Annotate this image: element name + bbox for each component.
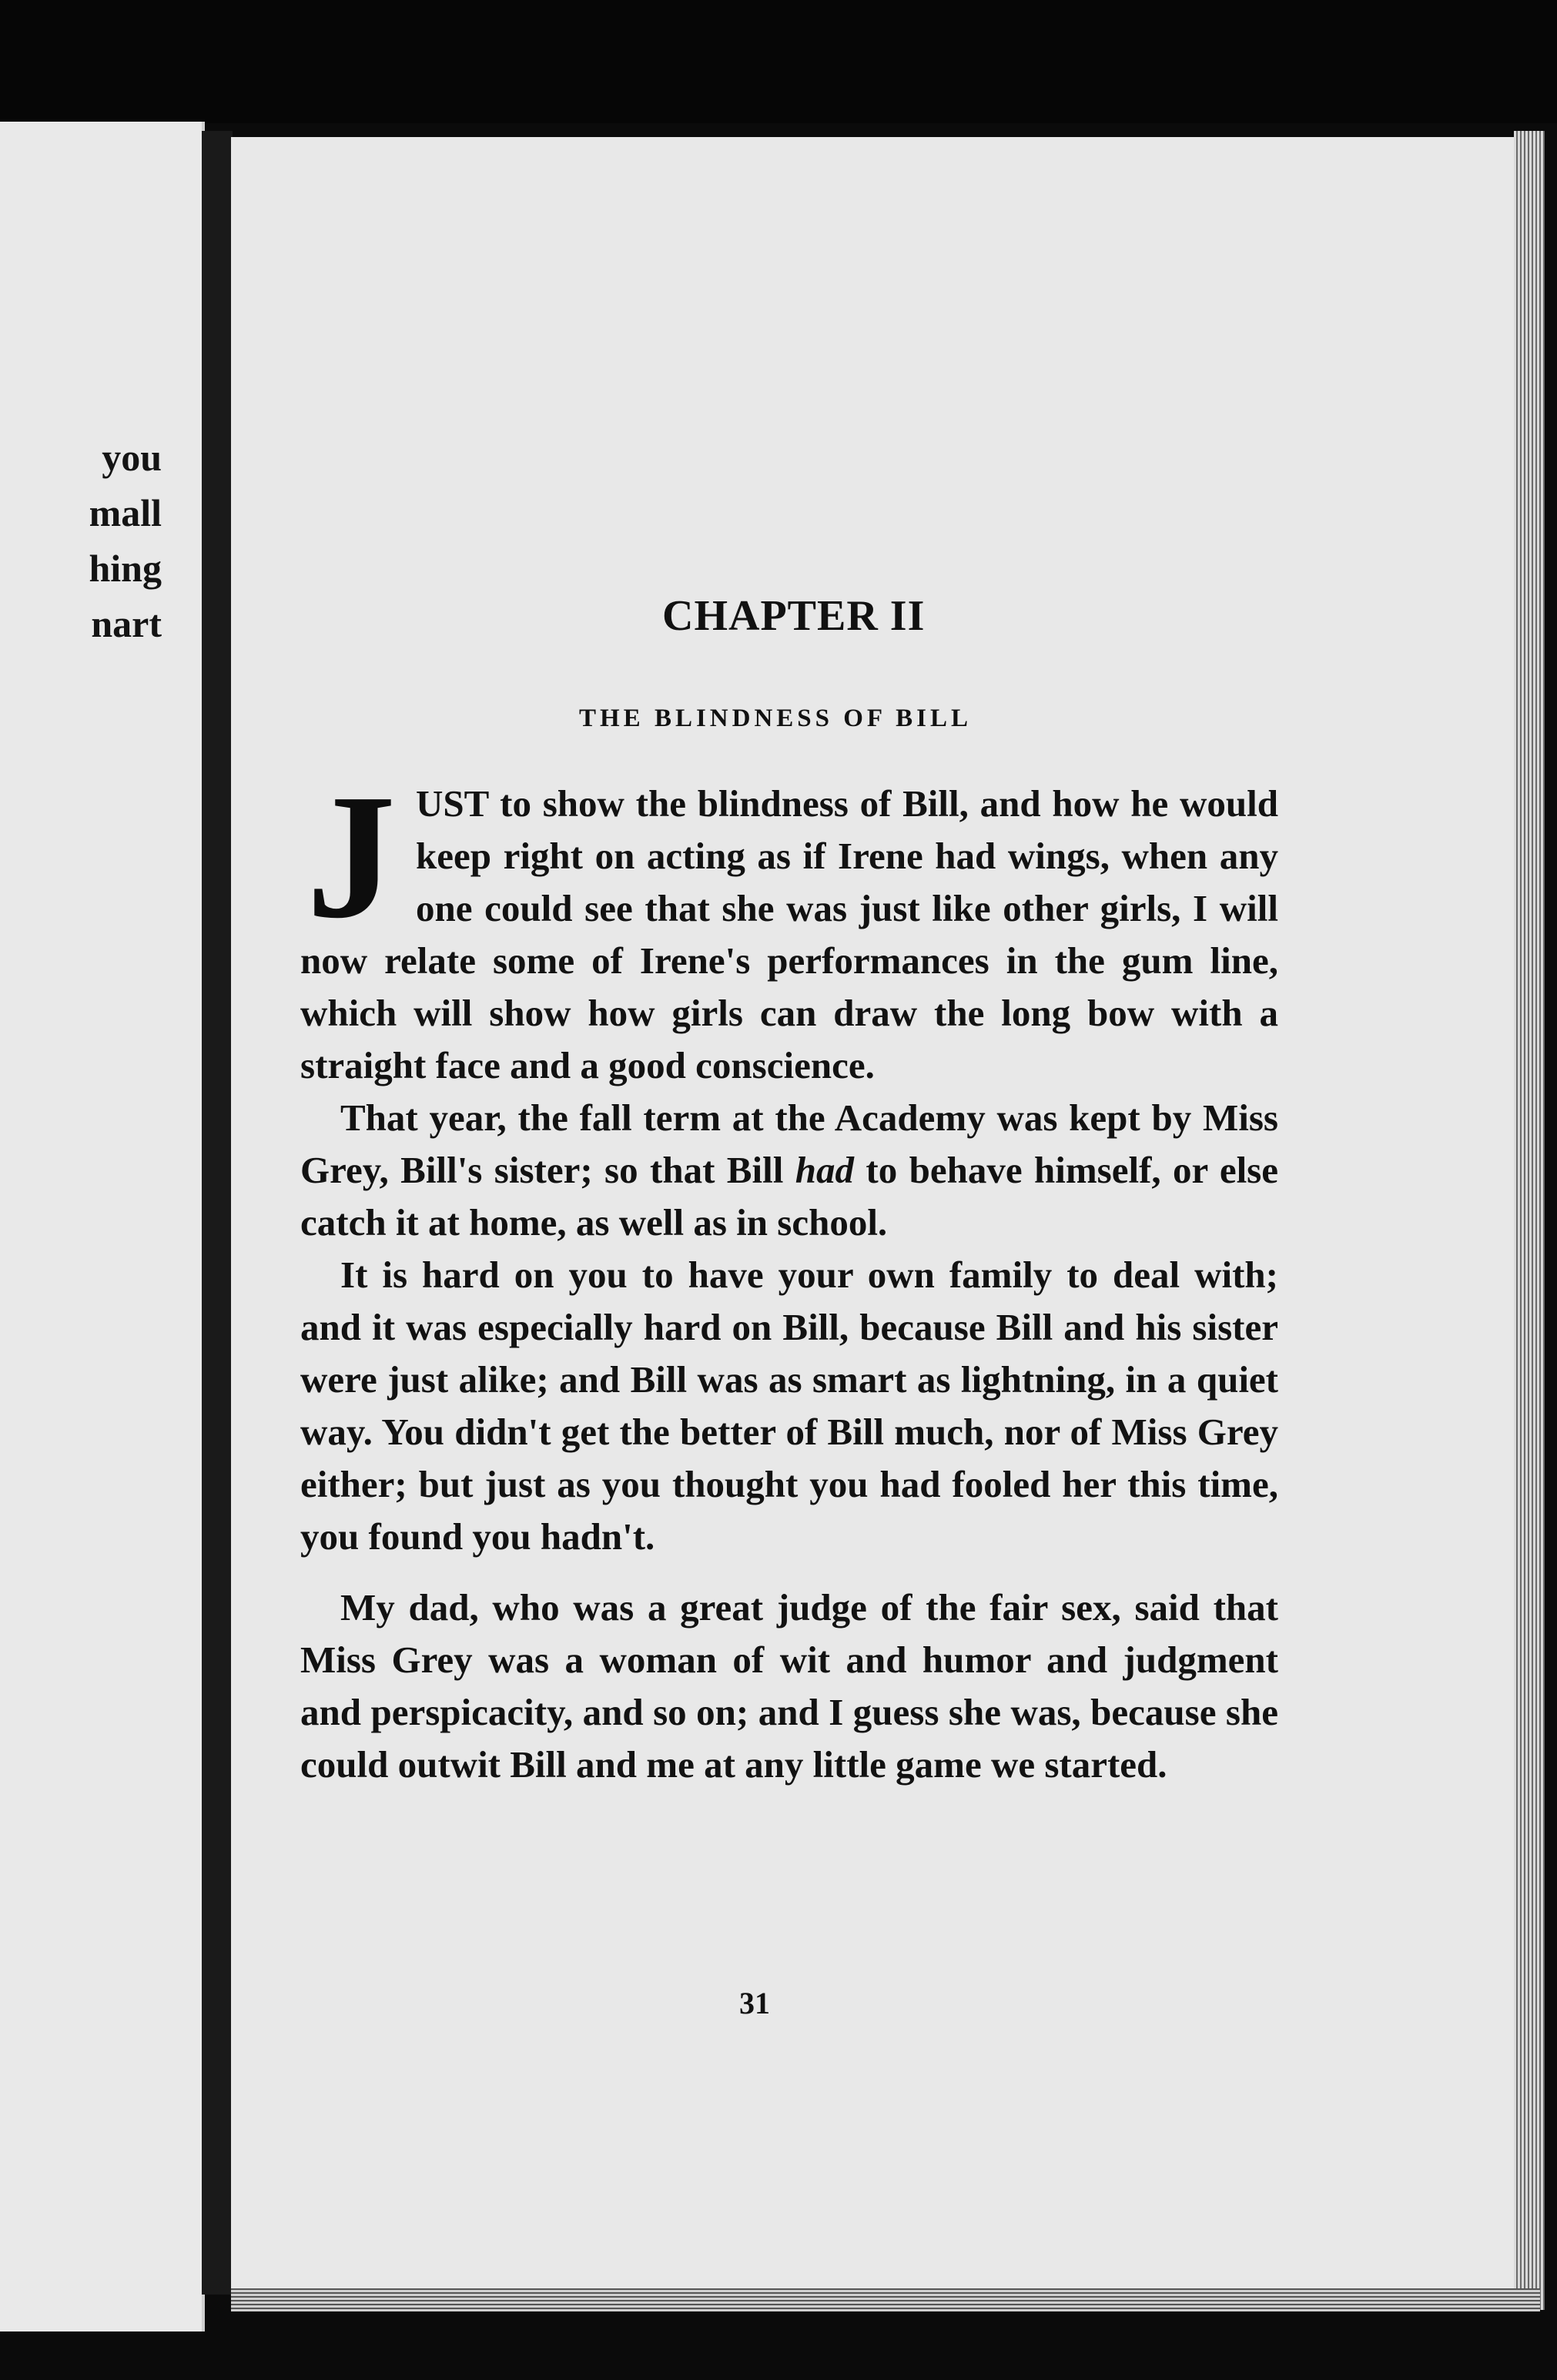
chapter-subtitle: THE BLINDNESS OF BILL: [579, 705, 972, 732]
page-number: 31: [739, 1986, 770, 2020]
paragraph-2-text-before: That year, the fall term at the Academy was kept by Miss Grey, Bill's sister; so that Bill: [300, 1096, 1278, 1191]
paragraph-1-text: UST to show the blindness of Bill, and how he would keep right on acting as if Irene had wings, when any one could see that she was just like other girls, I will now relate some of Irene's performances in the gum line, which will show how girls can draw the long bow with a straight face and a good conscience.: [300, 782, 1278, 1086]
left-fragment-line: you: [102, 436, 162, 479]
chapter-body: [300, 758, 1279, 1791]
paragraph-3: It is hard on you to have your own family to deal with; and it was especially hard on Bill, because Bill and his sister were just alike; and Bill was as smart as lightning, in a quiet way. You didn't get the better of Bill much, nor of Miss Grey either; but just as you thought you had fooled her this time, you found you hadn't.: [300, 1254, 1278, 1558]
left-fragment-line: mall: [89, 491, 162, 534]
paragraph-2-emphasis: had: [795, 1149, 854, 1191]
drop-cap: J: [306, 758, 396, 956]
left-facing-page: [0, 122, 205, 2331]
page-edge-bottom: [231, 2288, 1540, 2311]
left-fragment-line: hing: [89, 547, 162, 590]
left-fragment-line: nart: [91, 602, 162, 645]
paragraph-4: My dad, who was a great judge of the fair sex, said that Miss Grey was a woman of wit and humor and judgment and perspicacity, and so on; and I guess she was, because she could outwit Bill and me at any little game we started.: [300, 1586, 1278, 1786]
paragraph-1: [300, 758, 1278, 1092]
page-edge-right: [1514, 131, 1545, 2310]
chapter-title: CHAPTER II: [662, 592, 926, 640]
paragraph-2-text-after: to behave himself, or else catch it at home, as well as in school.: [300, 1149, 1279, 1244]
left-page-text-fragments: [89, 430, 162, 651]
scan-dark-border: [0, 0, 1557, 123]
book-gutter: [202, 131, 233, 2295]
paragraph-2: [300, 1092, 1278, 1249]
